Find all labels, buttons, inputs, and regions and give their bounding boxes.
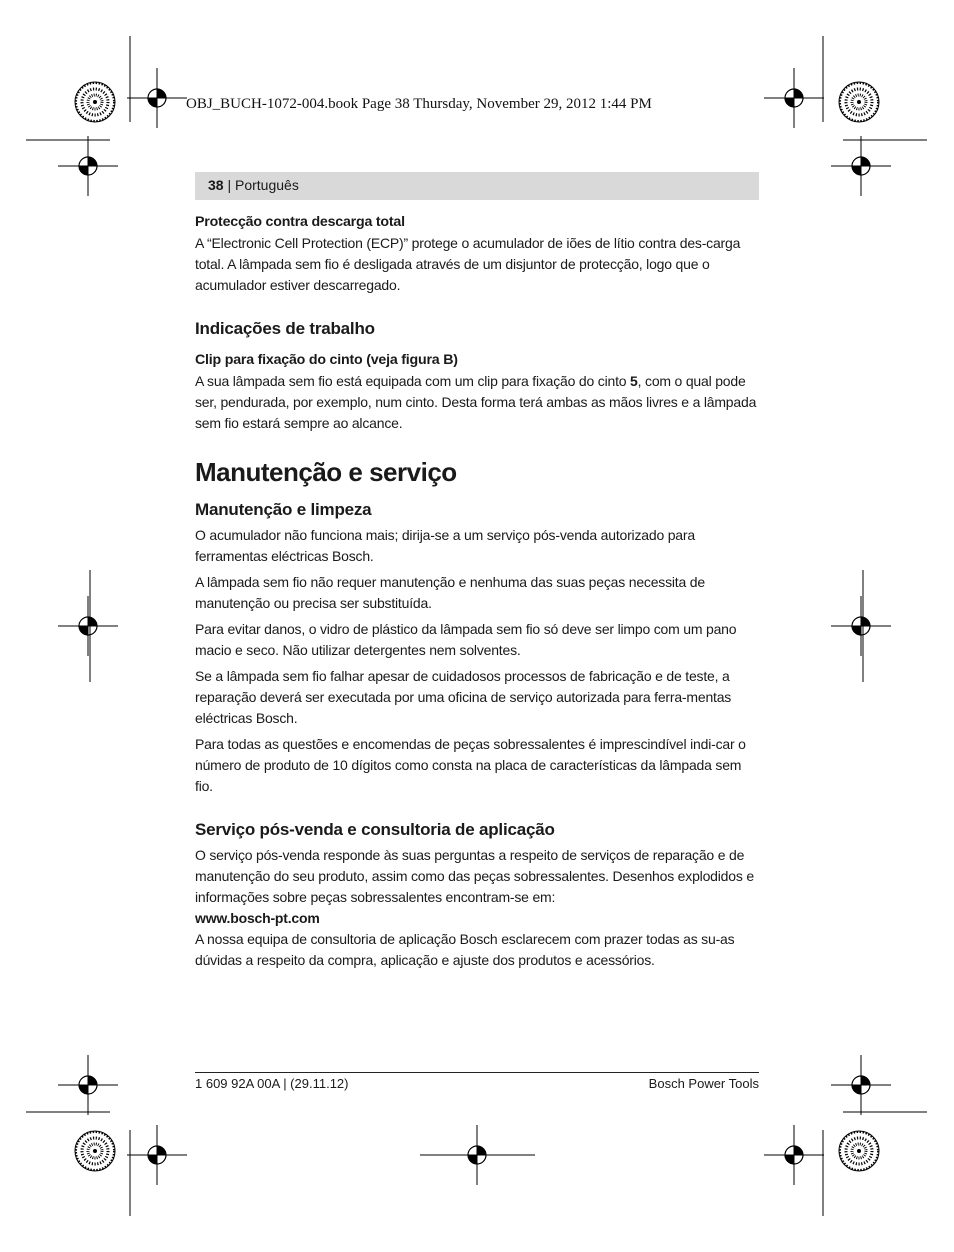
clip-reference-number: 5 [630,373,638,389]
clip-paragraph [195,371,761,434]
work-tips-heading: Indicações de trabalho [195,319,375,338]
clip-heading: Clip para fixação do cinto (veja figura B) [195,352,458,368]
registration-mark [831,1055,891,1115]
service-url-link[interactable]: www.bosch-pt.com [195,910,320,926]
consulting-paragraph: A nossa equipa de consultoria de aplicação Bosch esclarecem com prazer todas as su-as dúvidas a respeito da compra, aplicação e ajuste dos produtos e acessórios. [195,931,735,968]
corner-star-mark [839,82,879,122]
corner-star-mark [839,1131,879,1171]
page-language: Português [235,177,299,193]
service-paragraph: O serviço pós-venda responde às suas perguntas a respeito de serviços de reparação e de manutenção do seu produto, assim como das peças sobressalentes. Desenhos explodidos e informações sobre peças sobressalentes encontram-se em: [195,847,754,905]
print-header: OBJ_BUCH-1072-004.book Page 38 Thursday, November 29, 2012 1:44 PM [186,96,652,112]
cleaning-heading: Manutenção e limpeza [195,500,372,519]
page-number: 38 [208,177,224,193]
registration-mark [127,68,187,128]
maintenance-paragraph: Para todas as questões e encomendas de peças sobressalentes é imprescindível indi-car o número de produto de 10 dígitos como consta na placa de características da lâmpada sem fio. [195,736,746,794]
footer-divider [195,1072,759,1073]
registration-mark [58,136,118,196]
registration-mark [58,596,118,656]
header-separator: | [223,177,235,193]
registration-mark [764,68,824,128]
maintenance-paragraph: Se a lâmpada sem fio falhar apesar de cuidadosos processos de fabricação e de teste, a reparação deverá ser executada por uma oficina de serviço autorizada para ferra-mentas eléctricas Bosch. [195,668,732,726]
maintenance-heading: Manutenção e serviço [195,457,457,487]
corner-star-mark [75,1131,115,1171]
maintenance-paragraph: O acumulador não funciona mais; dirija-se a um serviço pós-venda autorizado para ferramentas eléctricas Bosch. [195,527,695,564]
corner-star-mark [75,82,115,122]
maintenance-paragraph: Para evitar danos, o vidro de plástico da lâmpada sem fio só deve ser limpo com um pano macio e seco. Não utilizar detergentes nem solventes. [195,621,737,658]
footer-document-id: 1 609 92A 00A | (29.11.12) [195,1076,349,1091]
service-heading: Serviço pós-venda e consultoria de aplicação [195,820,555,839]
registration-mark [764,1125,824,1185]
page-content [195,212,761,971]
maintenance-paragraph: A lâmpada sem fio não requer manutenção e nenhuma das suas peças necessita de manutenção ou precisa ser substituída. [195,574,705,611]
clip-text-before: A sua lâmpada sem fio está equipada com um clip para fixação do cinto [195,373,631,389]
protection-paragraph: A “Electronic Cell Protection (ECP)” protege o acumulador de iões de lítio contra des-carga total. A lâmpada sem fio é desligada através de um disjuntor de protecção, logo que o acumulador estiver descarregado. [195,235,741,293]
page-header [208,177,299,193]
registration-mark [831,136,891,196]
footer-brand: Bosch Power Tools [648,1076,759,1091]
protection-heading: Protecção contra descarga total [195,214,405,230]
registration-mark [831,596,891,656]
registration-mark [127,1125,187,1185]
clip-text-after: , com o qual pode ser, pendurada, por exemplo, num cinto. Desta forma terá ambas as mãos livres e a lâmpada sem fio estará sempre ao alcance. [195,373,757,431]
registration-mark [58,1055,118,1115]
